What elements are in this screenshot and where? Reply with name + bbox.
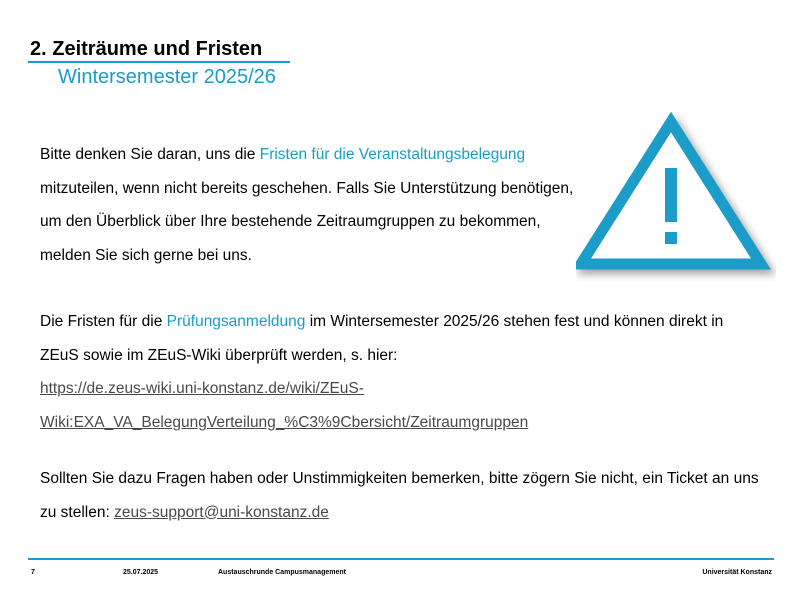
slide-title: 2. Zeiträume und Fristen: [30, 38, 263, 60]
deadline-reminder-paragraph: [40, 138, 575, 272]
exam-registration-paragraph: [40, 305, 760, 439]
para2-text-start: Die Fristen für die: [40, 313, 167, 330]
exam-registration-highlight: Prüfungsanmeldung: [166, 313, 306, 330]
zeus-wiki-link-line1[interactable]: https://de.zeus-wiki.uni-konstanz.de/wiki/ZEuS-: [40, 380, 364, 398]
footer-page-number: 7: [31, 569, 35, 576]
footer-organization: Universität Konstanz: [702, 569, 772, 576]
slide-subtitle: Wintersemester 2025/26: [58, 66, 276, 88]
para2-text-end: im Wintersemester 2025/26 stehen fest und können direkt in ZEuS sowie im ZEuS-Wiki überprüft werden, s. hier:: [40, 313, 724, 364]
title-underline: [28, 61, 290, 63]
footer-divider: [28, 558, 774, 560]
footer-event-name: Austauschrunde Campusmanagement: [218, 569, 346, 576]
para1-text-end: mitzuteilen, wenn nicht bereits geschehen. Falls Sie Unterstützung benötigen, um den Überblick über Ihre bestehende Zeitraumgruppen zu bekommen, melden Sie sich gerne bei uns.: [40, 179, 574, 264]
para3-text: Sollten Sie dazu Fragen haben oder Unstimmigkeiten bemerken, bitte zögern Sie nicht, ein Ticket an uns zu stellen:: [40, 470, 759, 521]
support-contact-paragraph: [40, 462, 760, 529]
footer-date: 25.07.2025: [123, 569, 159, 576]
zeus-wiki-link-line2[interactable]: Wiki:EXA_VA_BelegungVerteilung_%C3%9Cbersicht/Zeitraumgruppen: [40, 413, 529, 431]
para1-text-start: Bitte denken Sie daran, uns die: [40, 146, 260, 163]
course-registration-deadlines-highlight: Fristen für die Veranstaltungsbelegung: [259, 146, 526, 163]
support-email-link[interactable]: zeus-support@uni-konstanz.de: [114, 503, 329, 521]
warning-icon: [576, 112, 776, 282]
